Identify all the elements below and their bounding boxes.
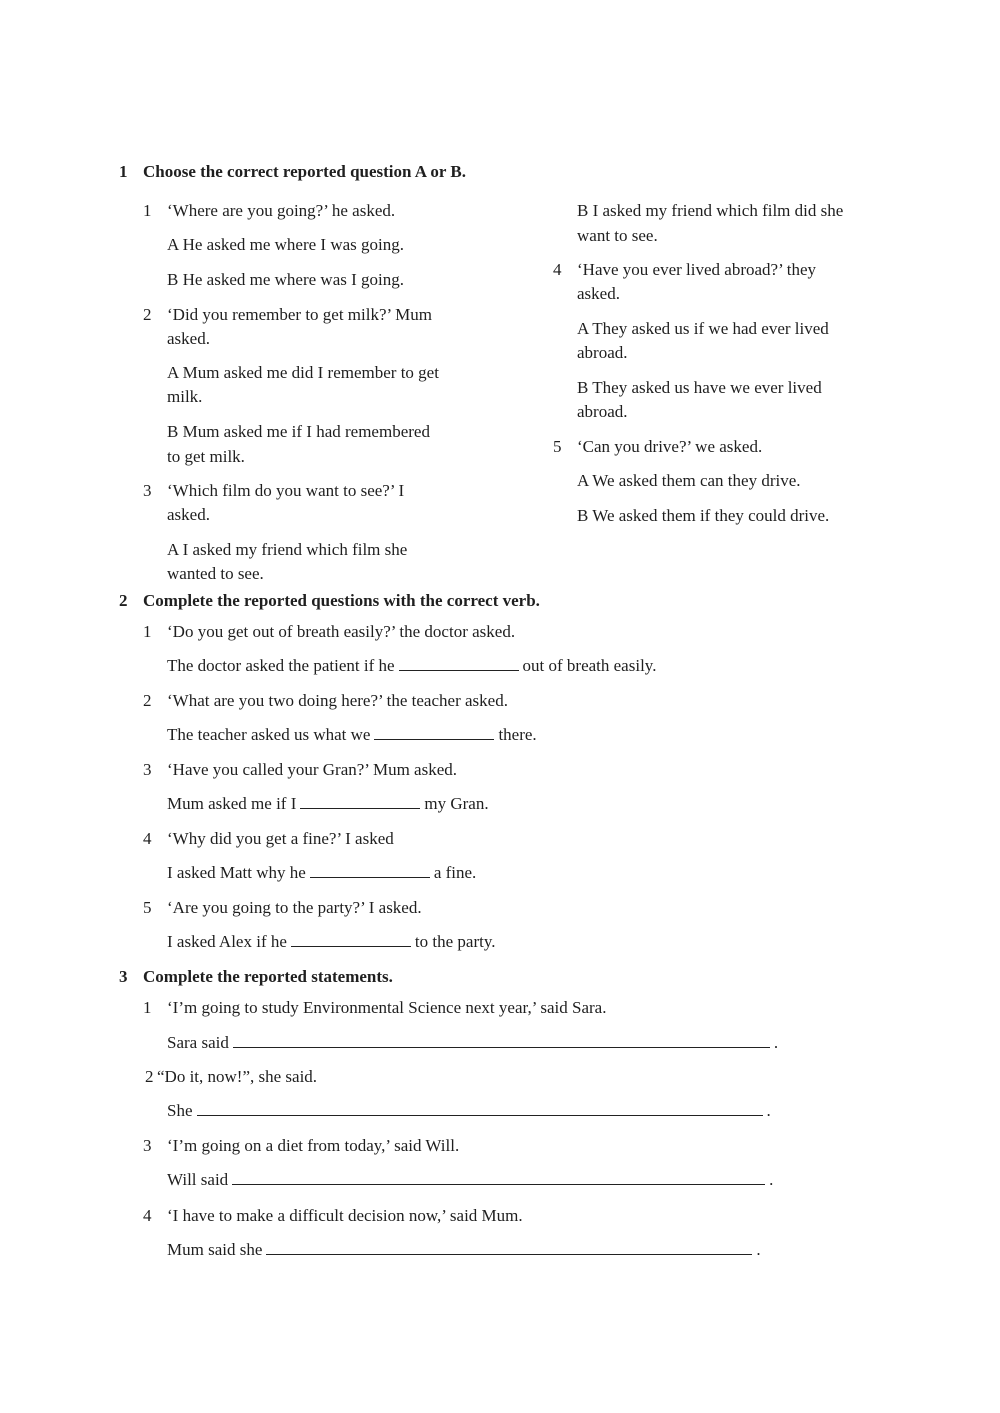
s2-item-4-before: I asked Matt why he <box>167 863 306 882</box>
s3-item-1-before: Sara said <box>167 1033 229 1052</box>
s1-q4-option-b-line2: abroad. <box>577 402 628 421</box>
s3-item-2-prompt: “Do it, now!”, she said. <box>157 1067 318 1086</box>
s1-q1-number: 1 <box>143 201 152 220</box>
s2-item-4-number: 4 <box>143 829 152 848</box>
s2-item-4-blank[interactable] <box>310 861 430 878</box>
s3-item-3-number: 3 <box>143 1136 152 1155</box>
s3-item-2-answer-line <box>167 1099 771 1123</box>
s1-q2-option-a-line2: milk. <box>167 387 203 406</box>
s1-q5-prompt: ‘Can you drive?’ we asked. <box>577 437 763 456</box>
section2-heading: Complete the reported questions with the correct verb. <box>143 591 540 610</box>
s1-q2-option-b-line1: B Mum asked me if I had remembered <box>167 422 430 441</box>
s2-item-2-blank[interactable] <box>374 723 494 740</box>
s3-item-4-blank[interactable] <box>266 1238 752 1255</box>
s1-q4-prompt-line1: ‘Have you ever lived abroad?’ they <box>577 260 816 279</box>
s2-item-4-answer-line <box>167 861 476 885</box>
s1-q3-option-b-line2: want to see. <box>577 226 658 245</box>
s2-item-3-before: Mum asked me if I <box>167 794 297 813</box>
s1-q2-option-b-line2: to get milk. <box>167 447 245 466</box>
s1-q3-option-a-line2: wanted to see. <box>167 564 264 583</box>
s2-item-1-after: out of breath easily. <box>522 656 657 675</box>
s3-item-3-answer-line <box>167 1168 773 1192</box>
s2-item-5-prompt: ‘Are you going to the party?’ I asked. <box>167 898 422 917</box>
section2-number: 2 <box>119 591 128 610</box>
s2-item-5-number: 5 <box>143 898 152 917</box>
s2-item-1-number: 1 <box>143 622 152 641</box>
s1-q2-number: 2 <box>143 305 152 324</box>
s2-item-3-prompt: ‘Have you called your Gran?’ Mum asked. <box>167 760 457 779</box>
s1-q1-option-a: A He asked me where I was going. <box>167 235 404 254</box>
section1-number: 1 <box>119 162 128 181</box>
s2-item-1-blank[interactable] <box>399 654 519 671</box>
s1-q4-option-b-line1: B They asked us have we ever lived <box>577 378 822 397</box>
s3-item-4-before: Mum said she <box>167 1240 263 1259</box>
s1-q4-option-a-line2: abroad. <box>577 343 628 362</box>
s1-q3-prompt-line1: ‘Which film do you want to see?’ I <box>167 481 405 500</box>
s1-q1-prompt: ‘Where are you going?’ he asked. <box>167 201 396 220</box>
s3-item-1-blank[interactable] <box>233 1031 770 1048</box>
s3-item-2-number: 2 <box>145 1067 154 1086</box>
s2-item-5-before: I asked Alex if he <box>167 932 287 951</box>
s2-item-2-after: there. <box>498 725 537 744</box>
s2-item-5-blank[interactable] <box>291 930 411 947</box>
s2-item-1-before: The doctor asked the patient if he <box>167 656 395 675</box>
s3-item-4-after: . <box>756 1240 761 1259</box>
s3-item-3-before: Will said <box>167 1170 229 1189</box>
s3-item-1-after: . <box>773 1033 779 1052</box>
s3-item-1-prompt: ‘I’m going to study Environmental Science next year,’ said Sara. <box>167 998 607 1017</box>
s1-q3-option-b-line1: B I asked my friend which film did she <box>577 201 844 220</box>
s3-item-3-after: . <box>769 1170 774 1189</box>
s1-q4-option-a-line1: A They asked us if we had ever lived <box>577 319 829 338</box>
s1-q2-prompt-line2: asked. <box>167 329 210 348</box>
s2-item-5-answer-line <box>167 930 495 954</box>
s2-item-4-after: a fine. <box>433 863 477 882</box>
s1-q4-prompt-line2: asked. <box>577 284 620 303</box>
s3-item-2-after: . <box>766 1101 771 1120</box>
s2-item-2-prompt: ‘What are you two doing here?’ the teacher asked. <box>167 691 508 710</box>
s1-q3-prompt-line2: asked. <box>167 505 210 524</box>
s2-item-2-before: The teacher asked us what we <box>167 725 371 744</box>
s3-item-1-number: 1 <box>143 998 152 1017</box>
s1-q5-option-b: B We asked them if they could drive. <box>577 506 830 525</box>
s3-item-1-answer-line <box>167 1031 778 1055</box>
s2-item-5-after: to the party. <box>414 932 496 951</box>
s2-item-1-prompt: ‘Do you get out of breath easily?’ the doctor asked. <box>167 622 516 641</box>
s3-item-4-answer-line <box>167 1238 761 1262</box>
s3-item-3-blank[interactable] <box>232 1168 765 1185</box>
s2-item-2-answer-line <box>167 723 537 747</box>
s2-item-1-answer-line <box>167 654 656 678</box>
section3-number: 3 <box>119 967 128 986</box>
s1-q5-option-a: A We asked them can they drive. <box>577 471 801 490</box>
s3-item-4-prompt: ‘I have to make a difficult decision now,’ said Mum. <box>167 1206 523 1225</box>
s2-item-3-blank[interactable] <box>300 792 420 809</box>
s2-item-3-after: my Gran. <box>424 794 489 813</box>
section1-heading: Choose the correct reported question A or B. <box>143 162 466 181</box>
s1-q3-option-a-line1: A I asked my friend which film she <box>167 540 408 559</box>
s1-q5-number: 5 <box>553 437 562 456</box>
section3-heading: Complete the reported statements. <box>143 967 393 986</box>
s1-q1-option-b: B He asked me where was I going. <box>167 270 404 289</box>
s1-q2-prompt-line1: ‘Did you remember to get milk?’ Mum <box>167 305 433 324</box>
s3-item-3-prompt: ‘I’m going on a diet from today,’ said Will. <box>167 1136 460 1155</box>
s2-item-3-answer-line <box>167 792 489 816</box>
s1-q2-option-a-line1: A Mum asked me did I remember to get <box>167 363 439 382</box>
s3-item-4-number: 4 <box>143 1206 152 1225</box>
s1-q4-number: 4 <box>553 260 562 279</box>
s1-q3-number: 3 <box>143 481 152 500</box>
s2-item-2-number: 2 <box>143 691 152 710</box>
s3-item-2-before: She <box>167 1101 193 1120</box>
s2-item-4-prompt: ‘Why did you get a fine?’ I asked <box>167 829 394 848</box>
s2-item-3-number: 3 <box>143 760 152 779</box>
s3-item-2-blank[interactable] <box>197 1099 763 1116</box>
